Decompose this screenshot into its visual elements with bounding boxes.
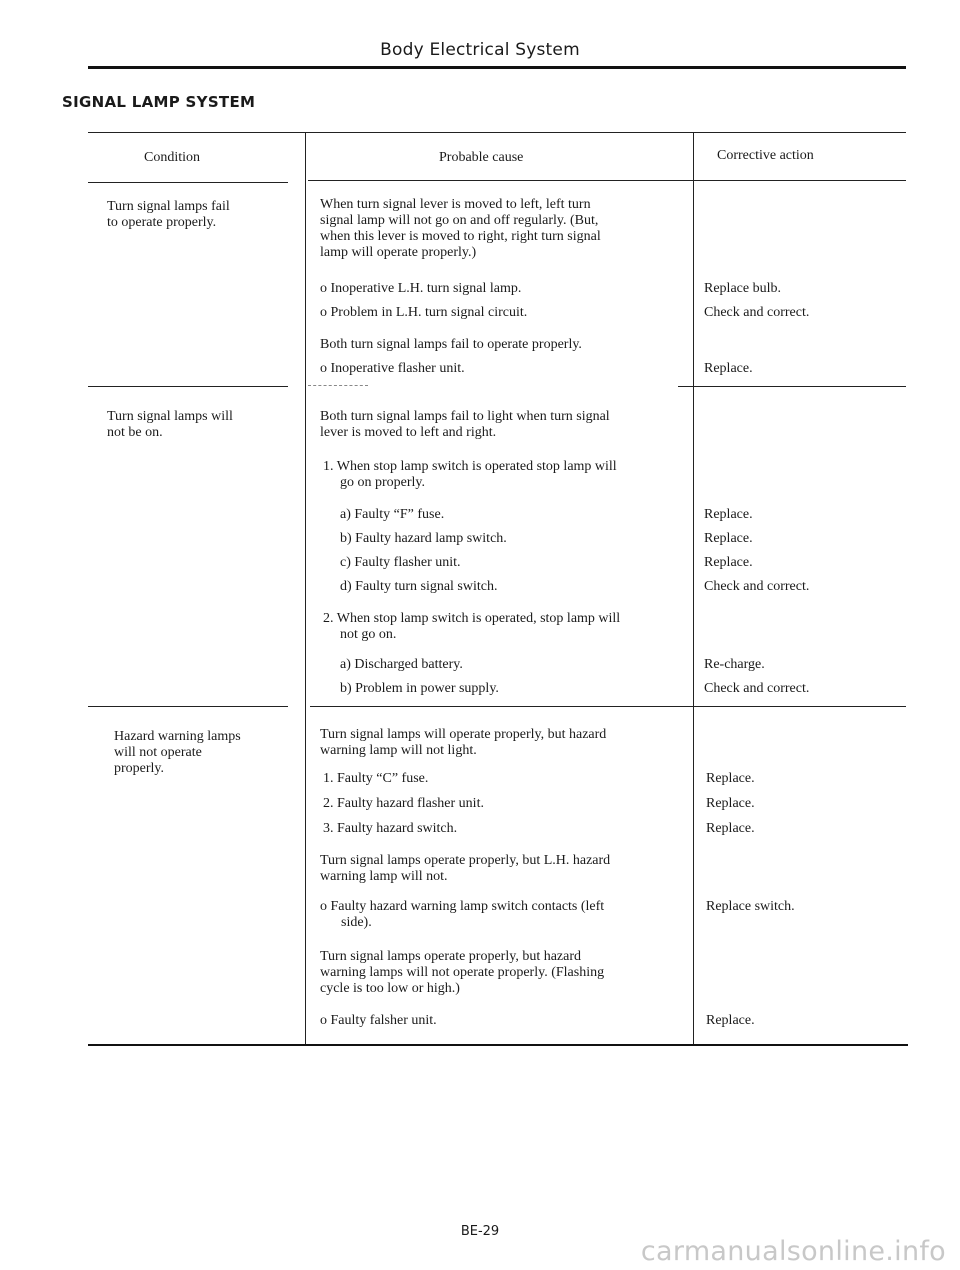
- row2-action-6: Check and correct.: [704, 681, 810, 696]
- row3-cause-intro-line-1: Turn signal lamps will operate properly, but hazard: [320, 727, 607, 742]
- row1-divider-middle: [308, 385, 368, 386]
- row3-cause-intro-line-2: warning lamp will not light.: [320, 743, 477, 758]
- row2-cause-case2-line-2: not go on.: [340, 627, 397, 642]
- row3-cause-lhhazard-line-1: Turn signal lamps operate properly, but L.H. hazard: [320, 853, 611, 868]
- row3-condition-line-1: Hazard warning lamps: [114, 729, 241, 744]
- row2-action-5: Re-charge.: [704, 657, 765, 672]
- row3-cause-cycle: [320, 949, 604, 997]
- row3-cause-3: 3. Faulty hazard switch.: [323, 821, 458, 836]
- row3-cause-intro: [320, 727, 606, 759]
- row1-action-2: Check and correct.: [704, 305, 810, 320]
- row1-cause-intro-line-2: signal lamp will not go on and off regularly. (But,: [320, 213, 599, 228]
- row3-cause-flasher: o Faulty falsher unit.: [320, 1013, 437, 1028]
- row1-cause-intro-line-1: When turn signal lever is moved to left, left turn: [320, 197, 591, 212]
- row2-cause-case2: [323, 611, 620, 643]
- header-underline-left: [88, 182, 288, 183]
- row1-cause-intro-line-4: lamp will operate properly.): [320, 245, 477, 260]
- row1-divider-right: [678, 386, 906, 387]
- header-rule: [88, 66, 906, 69]
- row3-cause-cycle-line-3: cycle is too low or high.): [320, 981, 460, 996]
- column-header-condition: Condition: [144, 150, 201, 165]
- row2-condition-line-1: Turn signal lamps will: [107, 409, 233, 424]
- row2-action-2: Replace.: [704, 531, 753, 546]
- row2-cause-intro: [320, 409, 610, 441]
- column-divider-1: [305, 132, 306, 1044]
- row2-cause-case2-line-1: 2. When stop lamp switch is operated, stop lamp will: [323, 611, 621, 626]
- row2-cause-case1: [323, 459, 617, 491]
- row2-cause-2a: a) Discharged battery.: [340, 657, 463, 672]
- row3-cause-cycle-line-1: Turn signal lamps operate properly, but hazard: [320, 949, 582, 964]
- section-title: SIGNAL LAMP SYSTEM: [62, 93, 256, 111]
- row2-cause-1b: b) Faulty hazard lamp switch.: [340, 531, 507, 546]
- row3-action-1: Replace.: [706, 771, 755, 786]
- row1-condition-line-1: Turn signal lamps fail: [107, 199, 230, 214]
- row2-cause-case1-line-1: 1. When stop lamp switch is operated stop lamp will: [323, 459, 617, 474]
- row2-condition-line-2: not be on.: [107, 425, 163, 440]
- row3-cause-2: 2. Faulty hazard flasher unit.: [323, 796, 484, 811]
- row3-cause-lhhazard-line-2: warning lamp will not.: [320, 869, 448, 884]
- header-underline-right: [308, 180, 906, 181]
- row2-action-4: Check and correct.: [704, 579, 810, 594]
- row2-condition: [107, 409, 233, 441]
- row2-divider-right: [310, 706, 906, 707]
- row2-cause-1a: a) Faulty “F” fuse.: [340, 507, 445, 522]
- row3-cause-cycle-line-2: warning lamps will not operate properly. (Flashing: [320, 965, 605, 980]
- row2-cause-case1-line-2: go on properly.: [340, 475, 426, 490]
- row3-cause-contacts: [320, 899, 604, 931]
- column-header-probable-cause: Probable cause: [439, 150, 524, 165]
- row1-divider-left: [88, 386, 288, 387]
- row1-condition-line-2: to operate properly.: [107, 215, 217, 230]
- row1-action-1: Replace bulb.: [704, 281, 781, 296]
- row2-cause-intro-line-1: Both turn signal lamps fail to light when turn signal: [320, 409, 610, 424]
- row3-cause-contacts-line-1: o Faulty hazard warning lamp switch contacts (left: [320, 899, 605, 914]
- row3-condition: [114, 729, 241, 777]
- row1-cause-intro-line-3: when this lever is moved to right, right turn signal: [320, 229, 601, 244]
- row2-cause-2b: b) Problem in power supply.: [340, 681, 499, 696]
- row3-condition-line-2: will not operate: [114, 745, 202, 760]
- row3-condition-line-3: properly.: [114, 761, 165, 776]
- row3-cause-lhhazard: [320, 853, 610, 885]
- page-number: BE-29: [460, 1224, 500, 1239]
- column-divider-2: [693, 132, 694, 1044]
- row3-cause-1: 1. Faulty “C” fuse.: [323, 771, 429, 786]
- row3-action-3: Replace.: [706, 821, 755, 836]
- row3-action-4: Replace switch.: [706, 899, 795, 914]
- row1-action-3: Replace.: [704, 361, 753, 376]
- row3-cause-contacts-line-2: side).: [341, 915, 372, 930]
- table-bottom-rule: [88, 1044, 908, 1046]
- row1-cause-lhcircuit: o Problem in L.H. turn signal circuit.: [320, 305, 528, 320]
- row1-condition: [107, 199, 230, 231]
- row2-cause-1c: c) Faulty flasher unit.: [340, 555, 461, 570]
- row2-divider-left: [88, 706, 288, 707]
- row3-action-2: Replace.: [706, 796, 755, 811]
- row2-action-1: Replace.: [704, 507, 753, 522]
- row1-cause-flasher: o Inoperative flasher unit.: [320, 361, 465, 376]
- row2-action-3: Replace.: [704, 555, 753, 570]
- row3-action-5: Replace.: [706, 1013, 755, 1028]
- row1-cause-lhlamp: o Inoperative L.H. turn signal lamp.: [320, 281, 522, 296]
- table-top-rule: [88, 132, 906, 133]
- row1-cause-both: Both turn signal lamps fail to operate properly.: [320, 337, 582, 352]
- row2-cause-1d: d) Faulty turn signal switch.: [340, 579, 498, 594]
- column-header-corrective-action: Corrective action: [717, 148, 814, 163]
- row1-cause-intro: [320, 197, 601, 261]
- page-header: Body Electrical System: [380, 40, 580, 60]
- watermark: carmanualsonline.info: [640, 1236, 946, 1267]
- row2-cause-intro-line-2: lever is moved to left and right.: [320, 425, 497, 440]
